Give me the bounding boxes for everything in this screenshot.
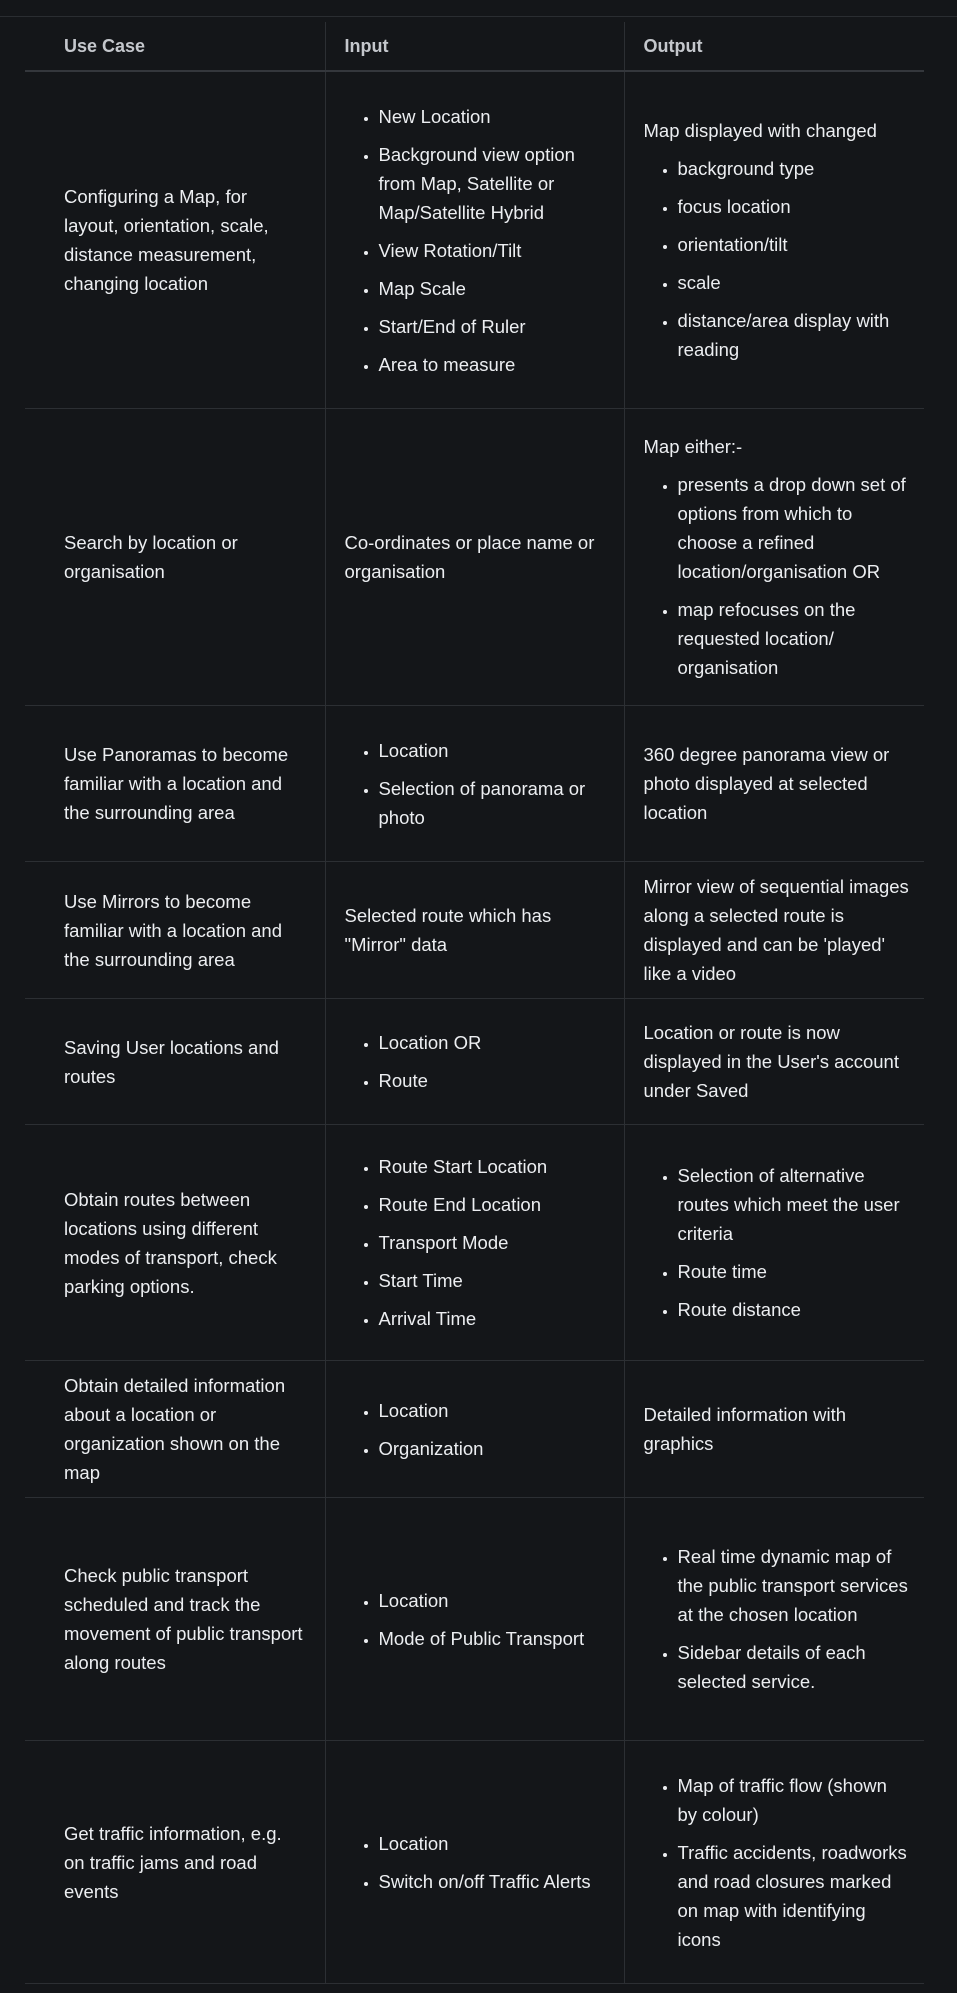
output-list bbox=[644, 154, 911, 364]
list-item: • Selection of panorama or photo bbox=[379, 774, 610, 832]
input-cell bbox=[325, 71, 624, 409]
list-item: • Location bbox=[379, 1586, 610, 1615]
list-item: • Map of traffic flow (shown by colour) bbox=[678, 1771, 911, 1829]
input-cell bbox=[325, 1361, 624, 1498]
header-row bbox=[25, 22, 924, 71]
input-list bbox=[345, 736, 610, 832]
input-cell bbox=[325, 706, 624, 862]
output-cell bbox=[624, 1125, 924, 1361]
list-item: • Location bbox=[379, 736, 610, 765]
list-item: • Start/End of Ruler bbox=[379, 312, 610, 341]
input-list bbox=[345, 102, 610, 379]
output-list bbox=[644, 1542, 911, 1696]
output-list bbox=[644, 1771, 911, 1954]
use-case-cell: Obtain detailed information about a location or organization shown on the map bbox=[25, 1361, 325, 1498]
list-item: • Map Scale bbox=[379, 274, 610, 303]
output-cell bbox=[624, 71, 924, 409]
output-cell: 360 degree panorama view or photo displayed at selected location bbox=[624, 706, 924, 862]
input-cell: Selected route which has "Mirror" data bbox=[325, 862, 624, 999]
list-item: • Route bbox=[379, 1066, 610, 1095]
input-list bbox=[345, 1152, 610, 1333]
list-item: • Traffic accidents, roadworks and road closures marked on map with identifying icons bbox=[678, 1838, 911, 1954]
output-cell bbox=[624, 1498, 924, 1741]
list-item: • Selection of alternative routes which meet the user criteria bbox=[678, 1161, 911, 1248]
table-row bbox=[25, 862, 924, 999]
use-case-cell: Search by location or organisation bbox=[25, 409, 325, 706]
list-item: • Route End Location bbox=[379, 1190, 610, 1219]
input-list bbox=[345, 1586, 610, 1653]
list-item: • New Location bbox=[379, 102, 610, 131]
list-item: • distance/area display with reading bbox=[678, 306, 911, 364]
list-item: • focus location bbox=[678, 192, 911, 221]
table-row bbox=[25, 706, 924, 862]
use-case-cell: Get traffic information, e.g. on traffic jams and road events bbox=[25, 1741, 325, 1984]
table-row bbox=[25, 1498, 924, 1741]
output-cell bbox=[624, 409, 924, 706]
list-item: • Area to measure bbox=[379, 350, 610, 379]
table-row bbox=[25, 1741, 924, 1984]
list-item: • presents a drop down set of options from which to choose a refined location/organisation OR bbox=[678, 470, 911, 586]
list-item: • Location bbox=[379, 1829, 610, 1858]
list-item: • Route Start Location bbox=[379, 1152, 610, 1181]
table-row bbox=[25, 1125, 924, 1361]
output-cell: Detailed information with graphics bbox=[624, 1361, 924, 1498]
input-list bbox=[345, 1396, 610, 1463]
list-item: • background type bbox=[678, 154, 911, 183]
input-cell bbox=[325, 999, 624, 1125]
use-case-cell: Obtain routes between locations using different modes of transport, check parking options. bbox=[25, 1125, 325, 1361]
list-item: • Real time dynamic map of the public transport services at the chosen location bbox=[678, 1542, 911, 1629]
list-item: • Switch on/off Traffic Alerts bbox=[379, 1867, 610, 1896]
top-divider bbox=[0, 16, 957, 17]
use-case-table bbox=[25, 22, 924, 1984]
list-item: • Location bbox=[379, 1396, 610, 1425]
output-list bbox=[644, 1161, 911, 1324]
use-case-cell: Use Panoramas to become familiar with a location and the surrounding area bbox=[25, 706, 325, 862]
list-item: • View Rotation/Tilt bbox=[379, 236, 610, 265]
use-case-cell: Configuring a Map, for layout, orientation, scale, distance measurement, changing location bbox=[25, 71, 325, 409]
list-item: • Arrival Time bbox=[379, 1304, 610, 1333]
table-row bbox=[25, 999, 924, 1125]
output-intro: Map either:- bbox=[643, 436, 743, 457]
list-item: • orientation/tilt bbox=[678, 230, 911, 259]
input-cell bbox=[325, 1498, 624, 1741]
table-row bbox=[25, 1361, 924, 1498]
use-case-cell: Saving User locations and routes bbox=[25, 999, 325, 1125]
use-case-cell: Check public transport scheduled and track the movement of public transport along routes bbox=[25, 1498, 325, 1741]
input-cell bbox=[325, 1125, 624, 1361]
list-item: • map refocuses on the requested location/ organisation bbox=[678, 595, 911, 682]
output-cell bbox=[624, 1741, 924, 1984]
column-header-output: Output bbox=[624, 22, 924, 71]
list-item: • Location OR bbox=[379, 1028, 610, 1057]
table-row bbox=[25, 409, 924, 706]
input-list bbox=[345, 1028, 610, 1095]
output-cell: Mirror view of sequential images along a selected route is displayed and can be 'played' like a video bbox=[624, 862, 924, 999]
list-item: • Route distance bbox=[678, 1295, 911, 1324]
table-row bbox=[25, 71, 924, 409]
column-header-input: Input bbox=[325, 22, 624, 71]
input-cell: Co-ordinates or place name or organisation bbox=[325, 409, 624, 706]
list-item: • Background view option from Map, Satellite or Map/Satellite Hybrid bbox=[379, 140, 610, 227]
input-cell bbox=[325, 1741, 624, 1984]
list-item: • Transport Mode bbox=[379, 1228, 610, 1257]
input-list bbox=[345, 1829, 610, 1896]
list-item: • Organization bbox=[379, 1434, 610, 1463]
output-cell: Location or route is now displayed in the User's account under Saved bbox=[624, 999, 924, 1125]
list-item: • Route time bbox=[678, 1257, 911, 1286]
list-item: • Mode of Public Transport bbox=[379, 1624, 610, 1653]
list-item: • Start Time bbox=[379, 1266, 610, 1295]
column-header-use-case: Use Case bbox=[25, 22, 325, 71]
output-list bbox=[644, 470, 911, 682]
list-item: • scale bbox=[678, 268, 911, 297]
output-intro: Map displayed with changed bbox=[643, 120, 877, 141]
use-case-cell: Use Mirrors to become familiar with a location and the surrounding area bbox=[25, 862, 325, 999]
list-item: • Sidebar details of each selected service. bbox=[678, 1638, 911, 1696]
